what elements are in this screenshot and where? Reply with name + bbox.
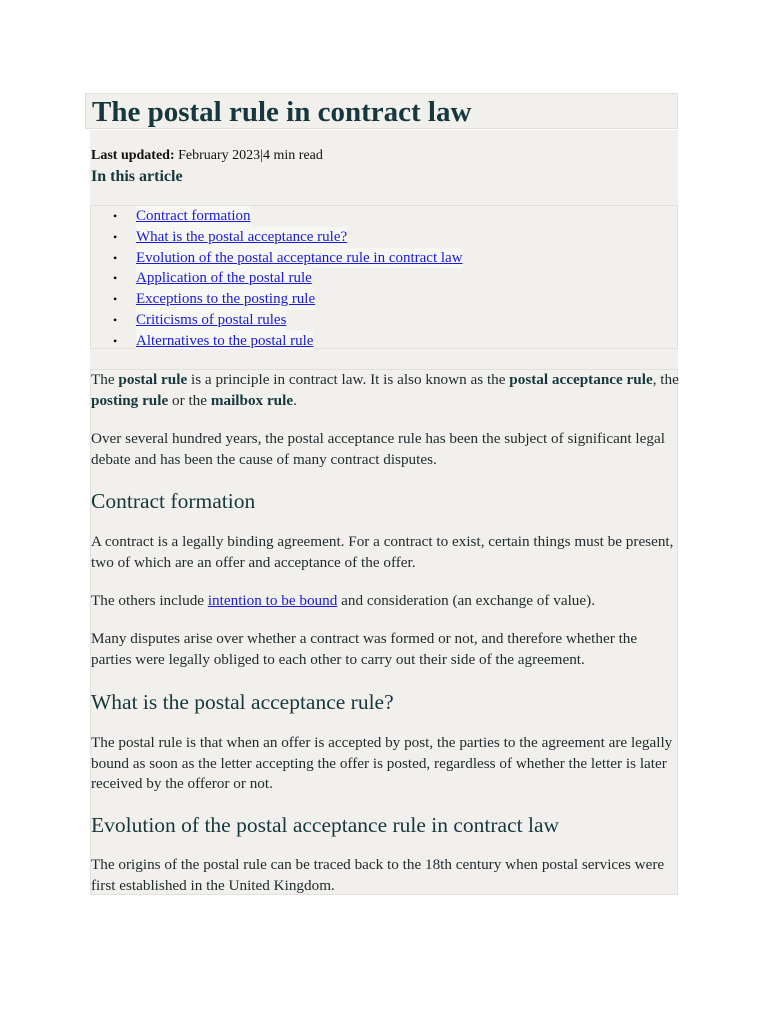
evolution-paragraph: The origins of the postal rule can be traced back to the 18th century when postal services were first established in the United Kingdom. <box>91 856 665 894</box>
bullet-icon: • <box>113 312 118 327</box>
toc-link-contract-formation[interactable]: Contract formation <box>136 206 251 227</box>
intro-text: or the <box>168 391 211 409</box>
bullet-icon: • <box>113 333 118 348</box>
intro-paragraph <box>91 370 679 411</box>
toc-link-criticisms[interactable]: Criticisms of postal rules <box>136 310 286 331</box>
intention-to-be-bound-link[interactable]: intention to be bound <box>207 592 338 609</box>
toc-link-postal-acceptance-rule[interactable]: What is the postal acceptance rule? <box>136 227 347 248</box>
bullet-icon: • <box>113 292 118 307</box>
article-body <box>90 369 678 895</box>
heading-contract-formation: Contract formation <box>91 489 256 513</box>
last-updated-date: February 2023 <box>178 148 261 163</box>
toc-heading: In this article <box>91 168 183 185</box>
intro-text: , the <box>652 371 679 388</box>
intro-text: is a principle in contract law. It is also known as the <box>187 371 510 388</box>
toc-link-alternatives[interactable]: Alternatives to the postal rule <box>136 331 313 352</box>
formation-text: The others include <box>91 592 208 609</box>
toc-link-application[interactable]: Application of the postal rule <box>136 268 312 289</box>
bullet-icon: • <box>113 209 118 223</box>
last-updated-line <box>91 147 323 165</box>
debate-paragraph: Over several hundred years, the postal acceptance rule has been the subject of significant legal debate and has been the cause of many contract disputes. <box>91 430 665 468</box>
formation-paragraph-1: A contract is a legally binding agreement. For a contract to exist, certain things must be present, two of which are an offer and acceptance of the offer. <box>91 533 674 571</box>
term-mailbox-rule: mailbox rule <box>210 391 294 409</box>
meta-separator: | <box>260 148 263 163</box>
heading-evolution: Evolution of the postal acceptance rule in contract law <box>91 813 560 837</box>
toc-link-evolution[interactable]: Evolution of the postal acceptance rule in contract law <box>136 248 463 269</box>
formation-paragraph-2 <box>91 591 679 612</box>
bullet-icon: • <box>113 229 118 244</box>
intro-text: The <box>91 371 119 388</box>
last-updated-label: Last updated: <box>91 148 175 163</box>
term-postal-acceptance-rule: postal acceptance rule <box>509 371 653 388</box>
intro-text: . <box>293 391 297 409</box>
bullet-icon: • <box>113 271 118 286</box>
toc-spacer <box>90 349 678 369</box>
toc-link-exceptions[interactable]: Exceptions to the posting rule <box>136 289 315 310</box>
heading-what-is-postal-rule: What is the postal acceptance rule? <box>91 690 394 714</box>
article-meta <box>90 130 678 205</box>
bullet-icon: • <box>113 250 118 265</box>
table-of-contents <box>90 205 678 349</box>
read-time: 4 min read <box>263 148 323 163</box>
formation-paragraph-3: Many disputes arise over whether a contract was formed or not, and therefore whether the parties were legally obliged to each other to carry out their side of the agreement. <box>91 630 638 668</box>
formation-text: and consideration (an exchange of value). <box>337 592 595 609</box>
what-paragraph: The postal rule is that when an offer is accepted by post, the parties to the agreement are legally bound as soon as the letter accepting the offer is posted, regardless of whether the letter is later received by the offeror or not. <box>91 734 673 792</box>
title-box <box>85 93 678 129</box>
term-postal-rule: postal rule <box>118 371 188 388</box>
term-posting-rule: posting rule <box>91 391 169 409</box>
page-title: The postal rule in contract law <box>92 96 472 128</box>
